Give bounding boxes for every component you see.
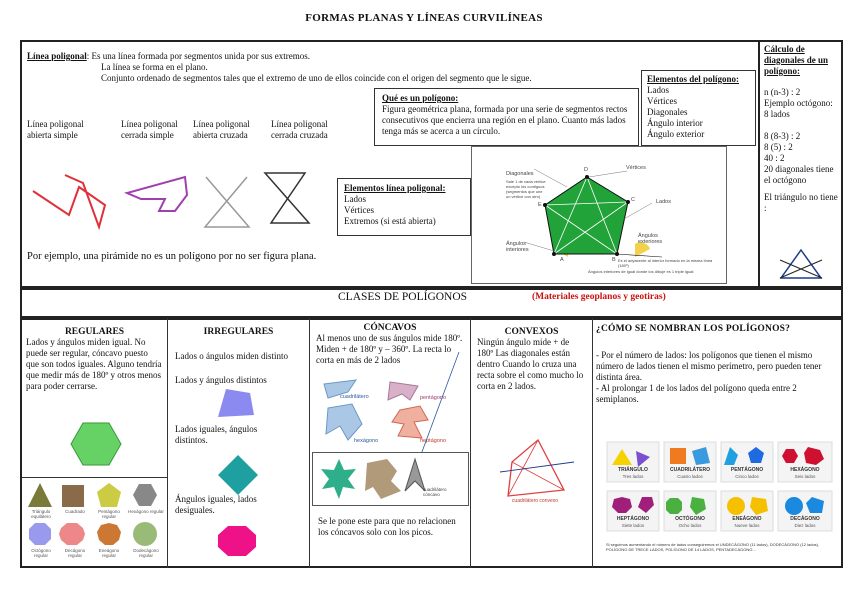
diag-label-ang-ext: Ángulos exteriores — [638, 233, 663, 245]
card-name: DECÁGONO — [790, 516, 820, 522]
diag-int-note: Ángulos interiores de igual donde los dibuje es 1 triple igual — [588, 269, 694, 274]
regulares-text: Lados y ángulos miden igual. No puede ser regular, cóncavo puesto que son todos iguales. Alguno tendría que medir más de 180º y otros menos para poder cerrarse. — [26, 337, 162, 391]
regular-shapes-grid — [22, 480, 167, 566]
type-label-cerrada-cruzada: Línea poligonal cerrada cruzada — [271, 119, 328, 140]
cards-footnote: Si seguimos aumentando el número de lados conseguiremos el UNDECÁGONO (11 lados), DODECÁGONO (12 lados), POLÍGONO DE TRECE LADOS, POLÍGONO DE 14 LADOS, PENTADECÁGONO... — [606, 542, 820, 552]
irregulares-item: Ángulos iguales, lados desiguales. — [175, 494, 257, 515]
card-name: ENEÁGONO — [732, 516, 762, 522]
calculo-line: El triángulo no tiene : — [764, 192, 838, 213]
linea-poligonal-definition — [27, 51, 637, 84]
regulares-divider — [22, 477, 167, 478]
elementos-item: Ángulo interior — [647, 118, 703, 128]
diag-note: Sale 1 de cada vértice excepto los contiguos (segmentos que une un vértice con otro) — [506, 179, 546, 199]
elementos-linea-item: Vértices — [344, 205, 374, 215]
calculo-line: 8 (8-3) : 2 — [764, 131, 801, 141]
calculo-line: Ejemplo octógono: — [764, 98, 833, 108]
card-name: TRIÁNGULO — [618, 467, 648, 473]
convex-quad-label: cuadrilátero convexo — [511, 498, 559, 504]
convexos-column — [471, 320, 592, 392]
type-label-abierta-simple: Línea poligonal abierta simple — [27, 119, 84, 140]
shape-hexagon — [133, 484, 157, 506]
card-sub: Seis lados — [794, 474, 816, 479]
piramide-example: Por ejemplo, una pirámide no es un polígono por no ser figura plana. — [27, 251, 317, 262]
shape-caption: Eneágono regular — [98, 548, 120, 558]
irregular-quad — [218, 389, 254, 417]
concave-label: pentágono — [420, 395, 446, 401]
como-nombran-p1: - Por el número de lados: los polígonos que tienen el mismo número de lados tienen el mismo perímetro, pero pueden tener distinta área. — [596, 350, 822, 382]
green-pentagon — [545, 177, 628, 254]
calculo-heading: Cálculo de diagonales de un polígono: — [764, 44, 829, 76]
linea-poligonal-def1: : Es una línea formada por segmentos unida por sus extremos. — [86, 51, 310, 61]
shape-caption: Pentágono regular — [98, 509, 120, 519]
vertex-letter: A — [560, 257, 564, 263]
concave-hexagon — [326, 404, 362, 440]
irregulares-heading: IRREGULARES — [203, 327, 274, 337]
shape-dodecagon — [133, 522, 157, 546]
diag-label-ang-int: Ángulos interiores — [506, 241, 529, 253]
diag-label-lados: Lados — [656, 199, 671, 205]
clases-heading: CLASES DE POLÍGONOS — [338, 291, 468, 303]
concavos-text: Al menos uno de sus ángulos mide 180º. Miden + de 180º y – 360º. La recta lo corta en más de 2 lados — [316, 333, 463, 365]
diag-ext-note: Es el adyacente al interior formado en la misma línea (180º) — [618, 258, 713, 268]
card-sub: Cuatro lados — [677, 474, 703, 479]
type-label-abierta-cruzada: Línea poligonal abierta cruzada — [193, 119, 250, 140]
elementos-linea-box — [337, 178, 471, 236]
elementos-linea-item: Extremos (si está abierta) — [344, 216, 436, 226]
irregulares-item: Lados y ángulos distintos — [175, 375, 267, 385]
que-es-heading: Qué es un polígono: — [382, 93, 459, 103]
calculo-line: 8 lados — [764, 109, 790, 119]
irregular-rhombus — [218, 455, 258, 495]
elementos-poligono-box — [641, 70, 756, 146]
diag-label-vertices: Vértices — [626, 165, 646, 171]
irregulares-item: Lados iguales, ángulos distintos. — [175, 424, 258, 445]
elementos-item: Lados — [647, 85, 669, 95]
vertex-letter: C — [631, 197, 635, 203]
convexos-text: Ningún ángulo mide + de 180º Las diagonales están dentro Cuando lo cruza una recta sobre el como mucho lo corta en 2 lados. — [477, 337, 584, 391]
linea-poligonal-def3: Conjunto ordenado de segmentos tales que el extremo de uno de ellos coincide con el origen del segmento que le sigue. — [101, 73, 532, 83]
calculo-line: 20 diagonales tiene el octógono — [764, 164, 834, 185]
convexos-heading: CONVEXOS — [504, 327, 559, 337]
card-sub: Nueve lados — [734, 523, 760, 528]
que-es-text: Figura geométrica plana, formada por una serie de segmentos rectos consecutivos que encierra una región en el plano. Cuanto más lados tenga más se acerca a un círculo. — [382, 104, 628, 136]
vertex-letter: B — [612, 257, 616, 263]
linea-poligonal-def2: La línea se forma en el plano. — [101, 62, 208, 72]
cerrada-simple-line — [127, 177, 187, 211]
star-shape — [321, 459, 356, 499]
como-nombran-p2: - Al prolongar 1 de los lados del polígono queda entre 2 semiplanos. — [596, 383, 797, 404]
shape-decagon — [59, 523, 85, 545]
elementos-linea-item: Lados — [344, 194, 366, 204]
calculo-column — [764, 44, 840, 214]
calculo-line: 40 : 2 — [764, 153, 785, 163]
shape-square — [62, 485, 84, 507]
brown-shape — [365, 459, 401, 499]
clases-materials: (Materiales geoplanos y geotiras) — [532, 292, 666, 302]
card-decagon — [785, 497, 803, 515]
calculo-divider — [758, 40, 760, 288]
regular-hexagon — [70, 421, 122, 467]
card-name: PENTÁGONO — [730, 467, 764, 473]
linea-poligonal-term: Línea poligonal — [27, 51, 87, 61]
que-es-poligono-box — [374, 88, 639, 146]
elementos-item: Vértices — [647, 96, 677, 106]
card-sub: Siete lados — [621, 523, 645, 528]
card-name: HEXÁGONO — [790, 467, 820, 473]
card-name: OCTÓGONO — [675, 516, 705, 522]
como-nombran-heading: ¿CÓMO SE NOMBRAN LOS POLÍGONOS? — [596, 324, 791, 334]
elementos-poligono-heading: Elementos del polígono: — [647, 74, 740, 84]
shape-caption: Octógono regular — [31, 548, 51, 558]
card-name: HEPTÁGONO — [616, 516, 650, 522]
card-sub: Cinco lados — [735, 474, 759, 479]
shape-caption: Hexágono regular — [128, 509, 164, 514]
cerrada-cruzada-line — [265, 173, 309, 223]
regulares-heading: REGULARES — [64, 327, 125, 337]
col-divider-4 — [592, 318, 593, 568]
card-enneagon — [727, 497, 745, 515]
concave-examples-box — [312, 452, 469, 506]
abierta-simple-line — [33, 175, 105, 227]
como-nombran-column — [596, 320, 840, 405]
card-sub: Tres lados — [622, 474, 644, 479]
vertex-letter: E — [538, 202, 542, 208]
concave-label: cuadrilátero — [340, 394, 369, 400]
type-label-cerrada-simple: Línea poligonal cerrada simple — [121, 119, 178, 140]
triangle-no-diagonals — [776, 246, 826, 282]
concavos-heading: CÓNCAVOS — [363, 323, 417, 333]
polygon-name-cards — [606, 441, 834, 561]
card-sub: Diez lados — [794, 523, 816, 528]
diag-label-diagonales: Diagonales — [506, 171, 534, 177]
shape-caption: Cuadrado — [65, 509, 85, 514]
concave-note-box — [312, 508, 469, 566]
shape-octagon — [29, 523, 51, 545]
concave-label: hexágono — [354, 438, 379, 444]
shape-caption: Dodecágono regular — [133, 548, 159, 558]
shape-triangle — [28, 483, 52, 507]
elementos-linea-heading: Elementos línea poligonal: — [344, 183, 446, 193]
shape-pentagon — [97, 483, 121, 507]
pentagon-diagram — [471, 146, 727, 284]
vertex-letter: D — [584, 167, 588, 173]
card-sub: Ocho lados — [678, 523, 702, 528]
irregular-shapes — [210, 385, 280, 560]
concave-note: Se le pone este para que no relacionen los cóncavos solo con los picos. — [318, 516, 456, 537]
linea-poligonal-drawings — [25, 165, 325, 235]
irregulares-item: Lados o ángulos miden distinto — [175, 351, 288, 361]
page-title: FORMAS PLANAS Y LÍNEAS CURVILÍNEAS — [305, 12, 543, 24]
shape-enneagon — [97, 523, 121, 545]
calculo-line: 8 (5) : 2 — [764, 142, 793, 152]
card-quad — [670, 448, 686, 464]
concave-quad-label: cuadrilátero cóncavo — [423, 487, 447, 497]
shape-caption: Decágono regular — [64, 548, 86, 558]
elementos-item: Diagonales — [647, 107, 688, 117]
concave-label: heptágono — [420, 438, 446, 444]
elementos-item: Ángulo exterior — [647, 129, 705, 139]
arrow-quad — [405, 459, 425, 491]
shape-caption: Triángulo equilátero — [31, 509, 51, 519]
card-name: CUADRILÁTERO — [670, 467, 710, 473]
irregular-octagon — [218, 526, 256, 556]
card-octagon — [666, 498, 682, 514]
abierta-cruzada-line — [205, 177, 249, 227]
calculo-line: n (n-3) : 2 — [764, 87, 801, 97]
